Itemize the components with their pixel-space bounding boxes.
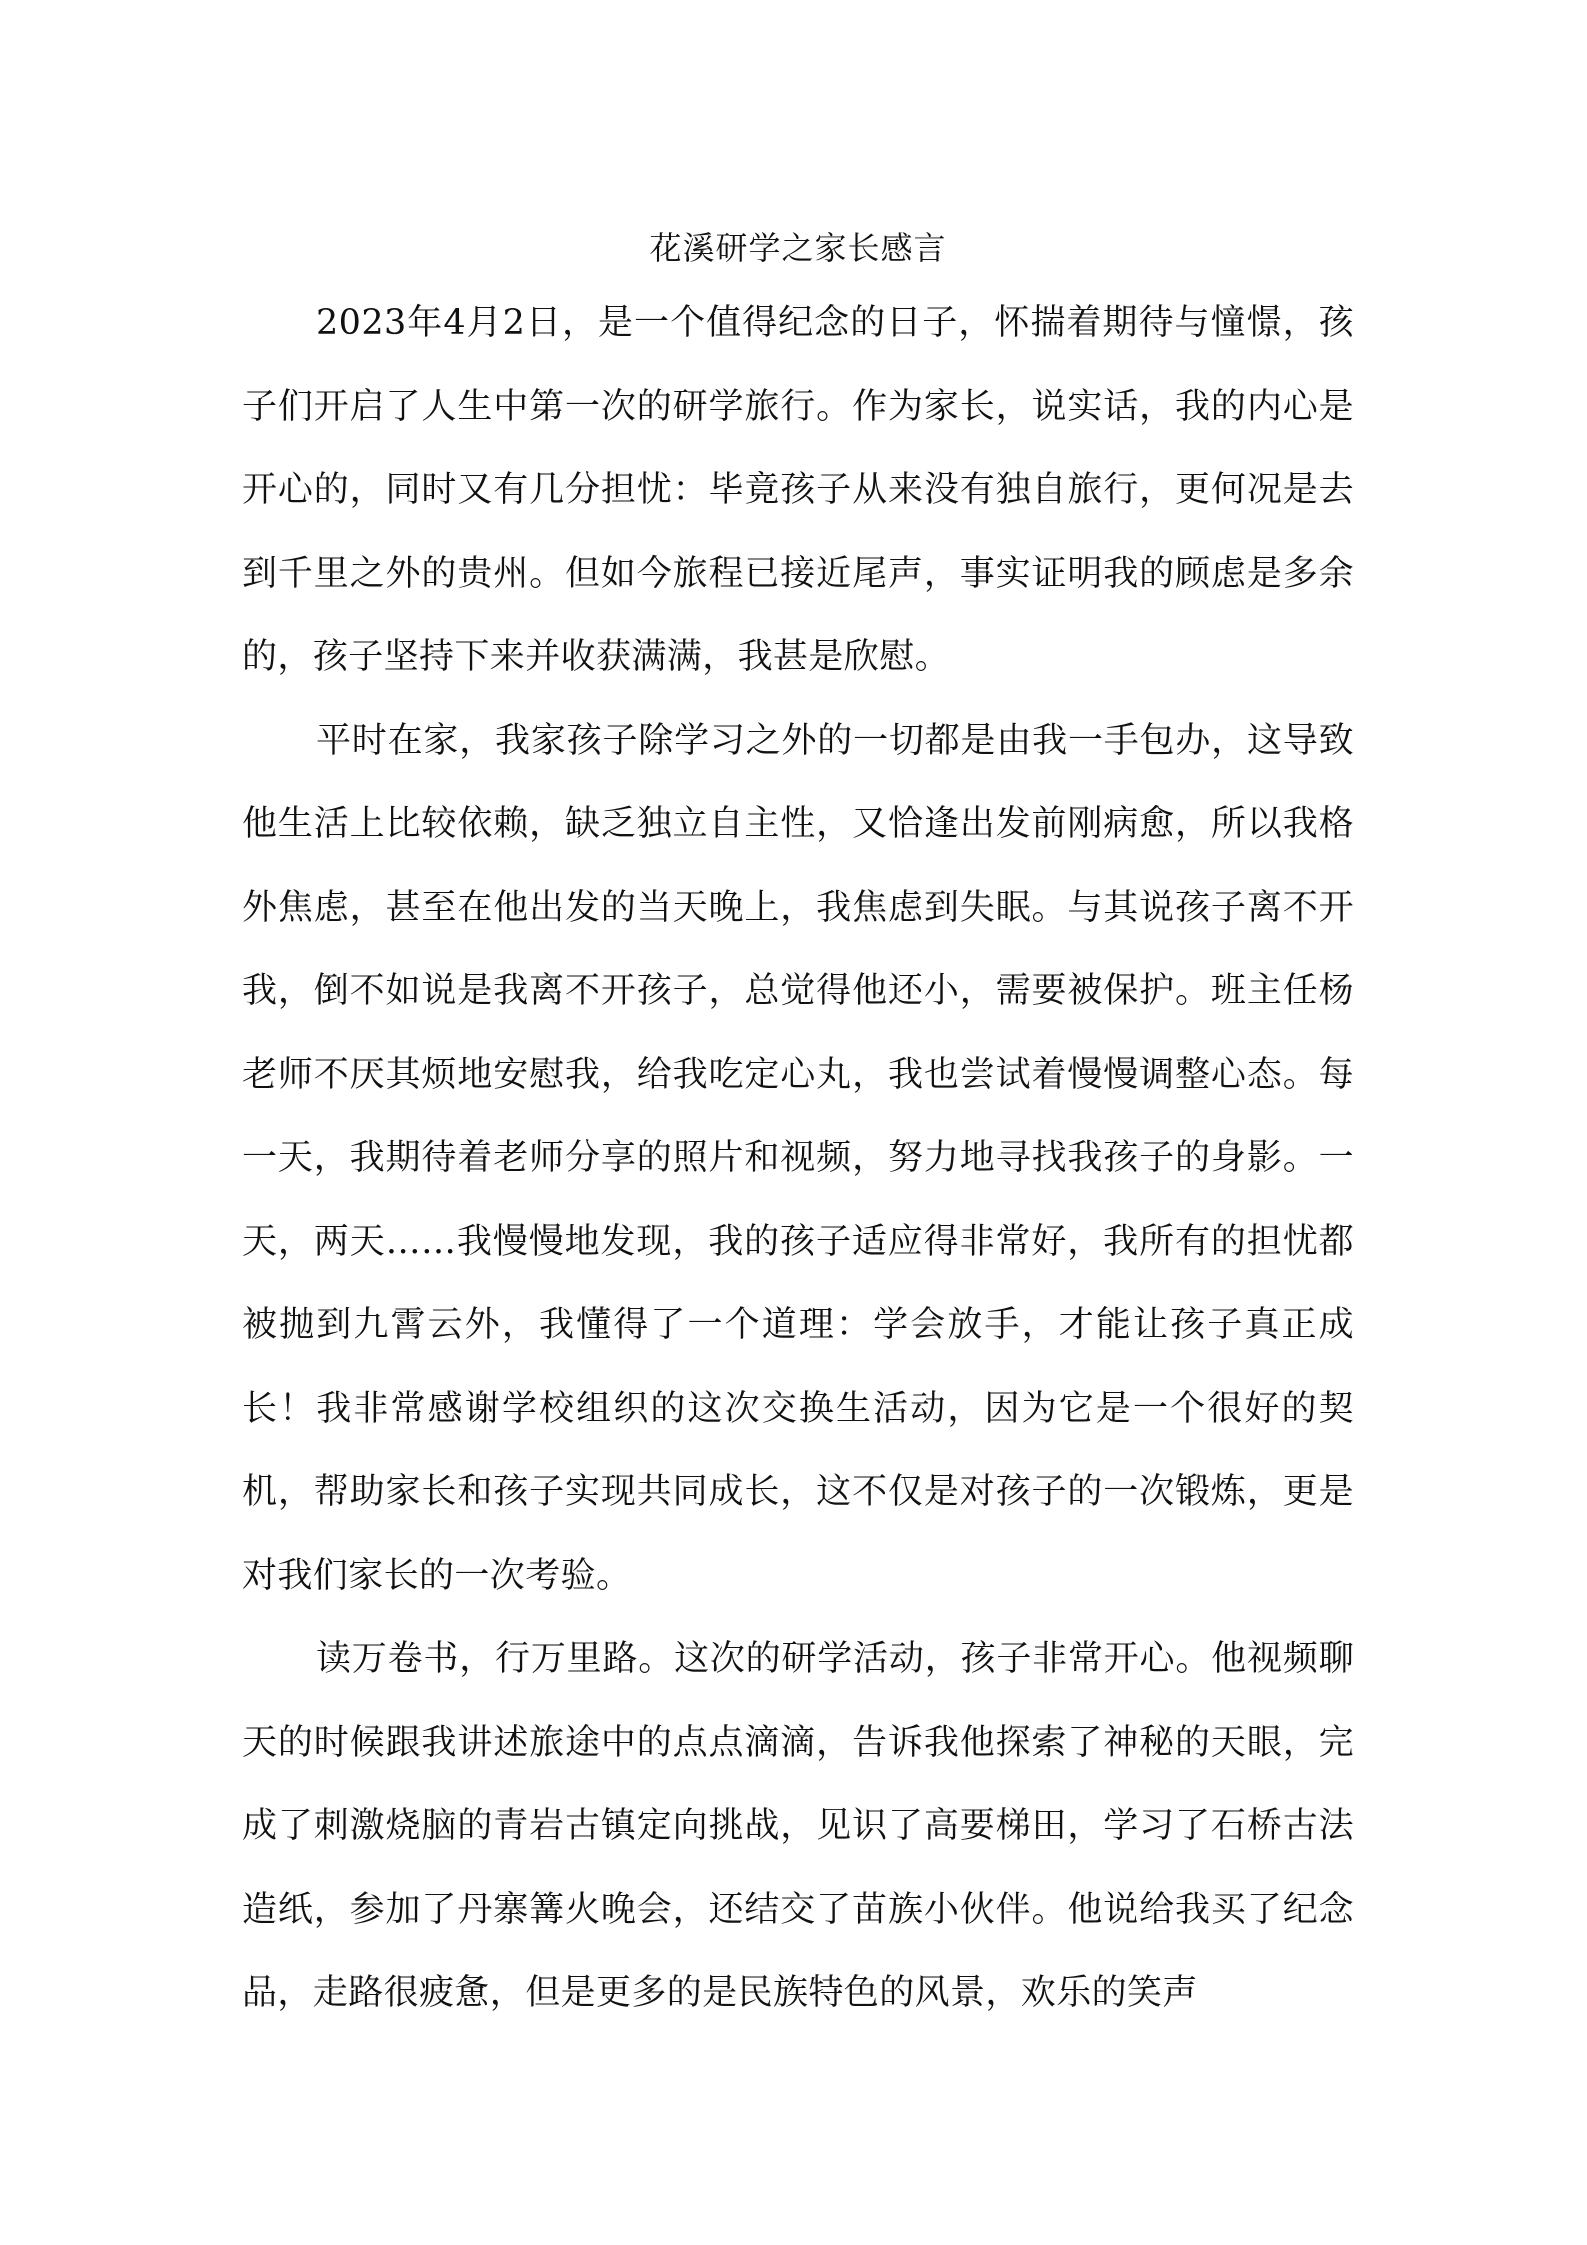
paragraph-1: 2023年4月2日，是一个值得纪念的日子，怀揣着期待与憧憬，孩子们开启了人生中第一次的研学旅行。作为家长，说实话，我的内心是开心的，同时又有几分担忧：毕竟孩子从来没有独自旅行，更何况是去到千里之外的贵州。但如今旅程已接近尾声，事实证明我的顾虑是多余的，孩子坚持下来并收获满满，我甚是欣慰。 xyxy=(242,303,1354,677)
paragraph-3: 读万卷书，行万里路。这次的研学活动，孩子非常开心。他视频聊天的时候跟我讲述旅途中的点点滴滴，告诉我他探索了神秘的天眼，完成了刺激烧脑的青岩古镇定向挑战，见识了高要梯田，学习了石桥古法造纸，参加了丹寨篝火晚会，还结交了苗族小伙伴。他说给我买了纪念品，走路很疲惫，但是更多的是民族特色的风景，欢乐的笑声 xyxy=(242,1639,1354,2013)
document-body xyxy=(242,214,1354,2036)
paragraph-2: 平时在家，我家孩子除学习之外的一切都是由我一手包办，这导致他生活上比较依赖，缺乏独立自主性，又恰逢出发前刚病愈，所以我格外焦虑，甚至在他出发的当天晚上，我焦虑到失眠。与其说孩子离不开我，倒不如说是我离不开孩子，总觉得他还小，需要被保护。班主任杨老师不厌其烦地安慰我，给我吃定心丸，我也尝试着慢慢调整心态。每一天，我期待着老师分享的照片和视频，努力地寻找我孩子的身影。一天，两天……我慢慢地发现，我的孩子适应得非常好，我所有的担忧都被抛到九霄云外，我懂得了一个道理：学会放手，才能让孩子真正成长！我非常感谢学校组织的这次交换生活动，因为它是一个很好的契机，帮助家长和孩子实现共同成长，这不仅是对孩子的一次锻炼，更是对我们家长的一次考验。 xyxy=(242,720,1354,1596)
document-title: 花溪研学之家长感言 xyxy=(649,229,947,267)
